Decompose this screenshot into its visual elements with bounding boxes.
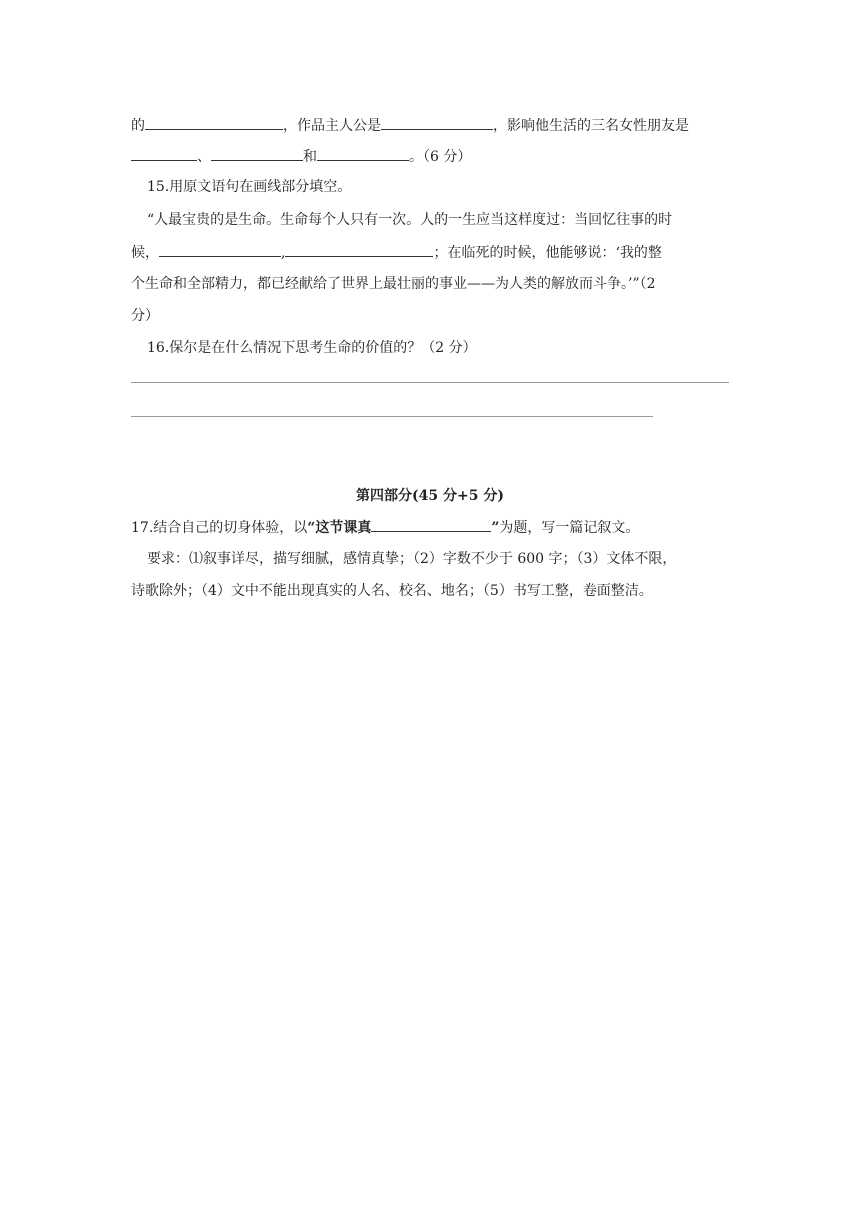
q15-quote-line-3: 个生命和全部精力，都已经献给了世界上最壮丽的事业——为人类的解放而斗争。’”（2 xyxy=(131,276,656,292)
q14-text: 、 xyxy=(197,149,211,165)
q14-text: ，作品主人公是 xyxy=(283,118,381,134)
fill-blank[interactable] xyxy=(131,146,197,161)
answer-line[interactable] xyxy=(131,416,653,417)
q15-quote-line-4: 分） xyxy=(131,308,159,324)
section-heading: 第四部分(45 分+5 分) xyxy=(356,488,504,504)
fill-blank[interactable] xyxy=(317,146,409,161)
q17-prompt xyxy=(131,517,639,538)
q15-title: 15.用原文语句在画线部分填空。 xyxy=(147,179,352,195)
q14-text: 的 xyxy=(131,118,145,134)
fill-blank[interactable] xyxy=(211,146,303,161)
q15-quote-line-2 xyxy=(131,242,662,263)
q15-text: 候， xyxy=(131,245,159,261)
q16-title: 16.保尔是在什么情况下思考生命的价值的？（2 分） xyxy=(147,340,477,356)
fill-blank[interactable] xyxy=(145,115,283,130)
q17-text: 为题，写一篇记叙文。 xyxy=(499,520,640,536)
q14-text: 。（6 分） xyxy=(409,149,472,165)
essay-title-prefix: “这节课真 xyxy=(307,520,372,536)
fill-blank[interactable] xyxy=(381,115,493,130)
q15-text: , xyxy=(281,245,286,261)
q14-line-1 xyxy=(131,115,689,136)
q14-text: 和 xyxy=(303,149,317,165)
q17-requirements-line-1: 要求：⑴叙事详尽，描写细腻，感情真挚；（2）字数不少于 600 字；（3）文体不限， xyxy=(147,551,677,567)
q17-text: 17.结合自己的切身体验，以 xyxy=(131,520,308,536)
essay-title-blank[interactable] xyxy=(371,517,491,532)
fill-blank[interactable] xyxy=(285,242,433,257)
q14-text: ，影响他生活的三名女性朋友是 xyxy=(493,118,689,134)
q15-quote-line-1: “人最宝贵的是生命。生命每个人只有一次。人的一生应当这样度过：当回忆往事的时 xyxy=(147,212,673,228)
fill-blank[interactable] xyxy=(159,242,281,257)
q15-text: ；在临死的时候，他能够说：‘我的整 xyxy=(433,245,662,261)
essay-title-suffix: ” xyxy=(491,520,500,536)
q14-line-2 xyxy=(131,146,471,167)
q17-requirements-line-2: 诗歌除外；（4）文中不能出现真实的人名、校名、地名；（5）书写工整，卷面整洁。 xyxy=(131,583,653,599)
answer-line[interactable] xyxy=(131,382,729,383)
